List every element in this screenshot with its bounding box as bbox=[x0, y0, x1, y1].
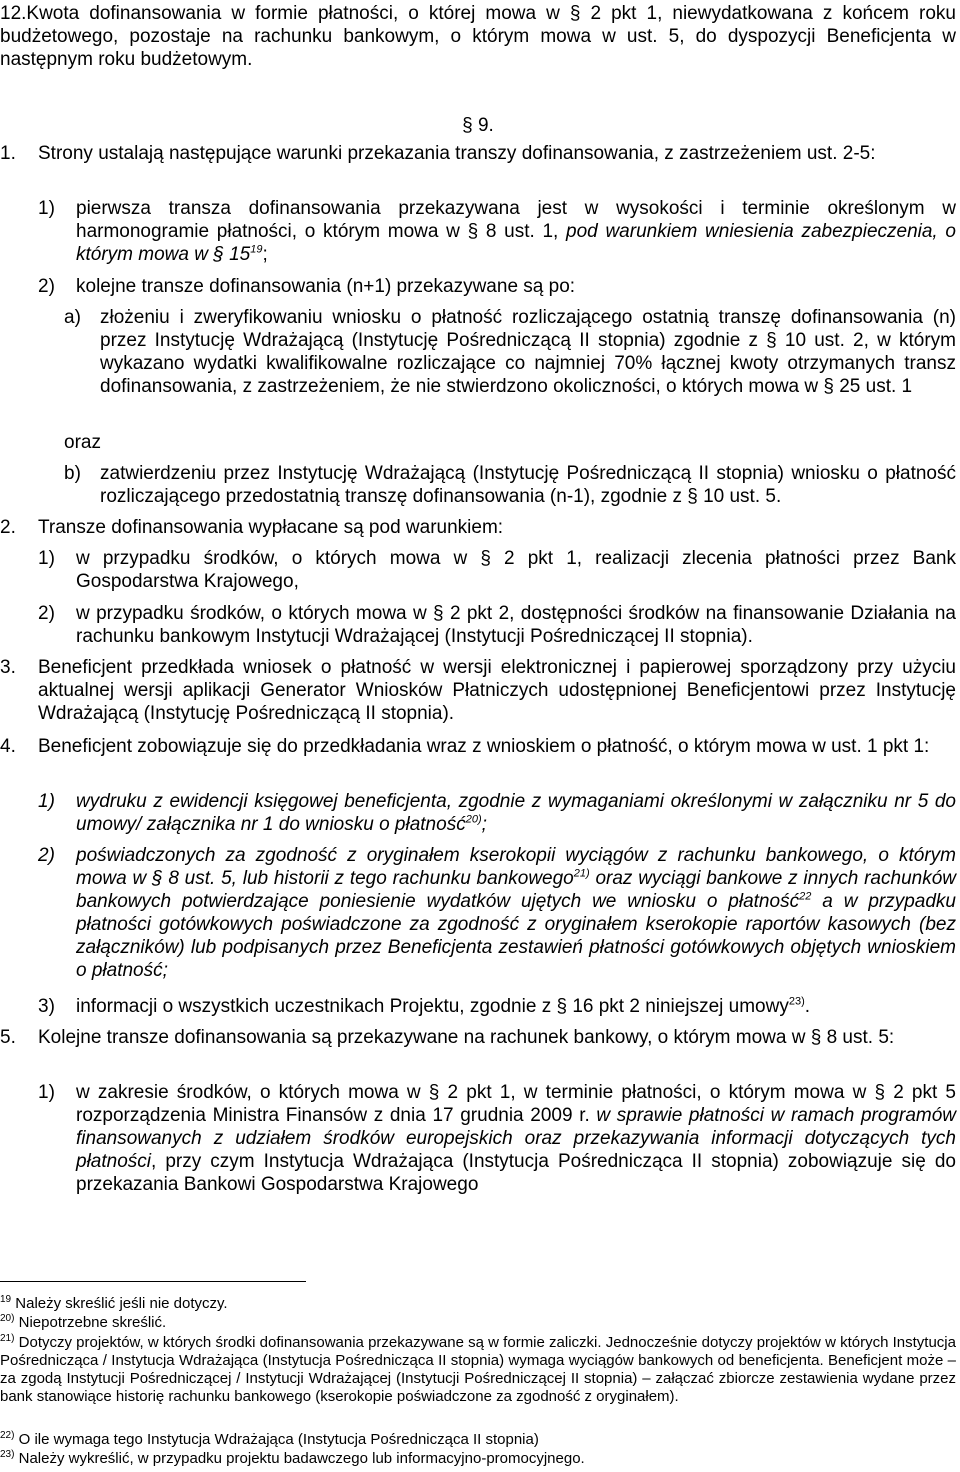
subpoint-end: ; bbox=[481, 814, 487, 835]
footnote-ref-19[interactable]: 19 bbox=[250, 243, 263, 256]
point-1-sub-2-b bbox=[64, 462, 956, 508]
subpoint-text-a: poświadczonych za zgodność z oryginałem kserokopii wyciągów z rachunku bankowego, o którym mowa w § 8 ust. 5, lub historii z tego rachunku bankowego bbox=[76, 845, 956, 889]
point-text: Strony ustalają następujące warunki przekazania transzy dofinansowania, z zastrzeżeniem ust. 2-5: bbox=[38, 143, 876, 164]
letter-text: złożeniu i zweryfikowaniu wniosku o płatność rozliczającego ostatnią transzę dofinansowania (n) przez Instytucję Wdrażającą (Instytucję Pośredniczącą II stopnia) zgodnie z § 10 ust. 2, w którym wykazano wydatki kwalifikowalne rozliczające co najmniej 70% łącznej kwoty otrzymanych transz dofinansowania, z zastrzeżeniem, że nie stwierdzono okoliczności, o których mowa w § 25 ust. 1 bbox=[100, 307, 956, 397]
footnote-text: Niepotrzebne skreślić. bbox=[14, 1314, 167, 1331]
footnote-ref-21[interactable]: 21) bbox=[573, 867, 590, 880]
point-4-sub-3 bbox=[38, 995, 956, 1018]
footnote-ref-23[interactable]: 23) bbox=[788, 995, 805, 1008]
point-4 bbox=[0, 735, 956, 758]
subpoint-number: 1) bbox=[38, 548, 55, 569]
paragraph-12-text: 12.Kwota dofinansowania w formie płatności, o której mowa w § 2 pkt 1, niewydatkowana z końcem roku budżetowego, pozostaje na rachunku bankowym, o którym mowa w ust. 5, do dyspozycji Beneficjenta w następnym roku budżetowym. bbox=[0, 3, 956, 70]
point-text: Beneficjent zobowiązuje się do przedkładania wraz z wnioskiem o płatność, o którym mowa w ust. 1 pkt 1: bbox=[38, 736, 930, 757]
footnote-text: Należy skreślić jeśli nie dotyczy. bbox=[11, 1295, 228, 1312]
footnote-ref-20[interactable]: 20) bbox=[465, 813, 482, 826]
point-number: 2. bbox=[0, 517, 16, 538]
point-1-sub-2 bbox=[38, 275, 956, 298]
section-number: § 9. bbox=[462, 115, 494, 136]
footnote-text: O ile wymaga tego Instytucja Wdrażająca (Instytucja Pośrednicząca II stopnia) bbox=[14, 1431, 539, 1448]
letter-text: zatwierdzeniu przez Instytucję Wdrażającą (Instytucję Pośredniczącą II stopnia) wniosku o płatność rozliczającego przedostatnią transzę dofinansowania (n-1), zgodnie z § 10 ust. 5. bbox=[100, 463, 956, 507]
subpoint-italic-text: pod warunkiem wniesienia zabezpieczenia, o którym mowa w § 15 bbox=[76, 221, 956, 265]
point-4-sub-1 bbox=[38, 790, 956, 836]
subpoint-number: 3) bbox=[38, 996, 55, 1017]
subpoint-number: 1) bbox=[38, 198, 55, 219]
point-4-sub-2 bbox=[38, 844, 956, 982]
footnote-text: Należy wykreślić, w przypadku projektu badawczego lub informacyjno-promocyjnego. bbox=[14, 1450, 585, 1467]
subpoint-text-b: oraz wyciągi bankowe z innych rachunków bankowych potwierdzające poniesienie wydatków ujętych we wniosku o płatność bbox=[76, 868, 956, 912]
letter-number: a) bbox=[64, 307, 81, 328]
subpoint-text: w przypadku środków, o których mowa w § 2 pkt 1, realizacji zlecenia płatności przez Bank Gospodarstwa Krajowego, bbox=[76, 548, 956, 592]
point-2-sub-1 bbox=[38, 547, 956, 593]
footnote-mark: 19 bbox=[0, 1294, 12, 1305]
footnote-21 bbox=[0, 1334, 956, 1406]
subpoint-text-b: , przy czym Instytucja Wdrażająca (Instytucja Pośrednicząca II stopnia) zobowiązuje się do przekazania Bankowi Gospodarstwa Krajowego bbox=[76, 1151, 956, 1195]
footnote-mark: 23) bbox=[0, 1449, 15, 1460]
point-number: 5. bbox=[0, 1027, 16, 1048]
footnote-mark: 20) bbox=[0, 1313, 15, 1324]
point-5 bbox=[0, 1026, 956, 1049]
subpoint-text: wydruku z ewidencji księgowej beneficjenta, zgodnie z wymaganiami określonymi w załączniku nr 5 do umowy/ załącznika nr 1 do wniosku o płatność bbox=[76, 791, 956, 835]
point-5-sub-1 bbox=[38, 1081, 956, 1196]
point-2-sub-2 bbox=[38, 602, 956, 648]
subpoint-text-c: a w przypadku płatności gotówkowych poświadczone za zgodność z oryginałem kserokopie raportów kasowych (bez załączników) lub podpisanych przez Beneficjenta zestawień płatności gotówkowych objętych wnioskiem o płatność; bbox=[76, 891, 956, 981]
subpoint-text: w przypadku środków, o których mowa w § 2 pkt 2, dostępności środków na finansowanie Działania na rachunku bankowym Instytucji Wdrażającej (Instytucji Pośredniczącej II stopnia). bbox=[76, 603, 956, 647]
subpoint-text: informacji o wszystkich uczestnikach Projektu, zgodnie z § 16 pkt 2 niniejszej umowy bbox=[76, 996, 789, 1017]
footnote-mark: 21) bbox=[0, 1333, 15, 1344]
point-3 bbox=[0, 656, 956, 725]
footnote-ref-22[interactable]: 22 bbox=[799, 890, 812, 903]
subpoint-text: pierwsza transza dofinansowania przekazywana jest w wysokości i terminie określonym w harmonogramie płatności, o którym mowa w § 8 ust. 1, bbox=[76, 198, 956, 242]
point-2 bbox=[0, 516, 956, 539]
footnote-23 bbox=[0, 1450, 956, 1468]
letter-number: b) bbox=[64, 463, 81, 484]
subpoint-number: 1) bbox=[38, 791, 55, 812]
footnote-19 bbox=[0, 1295, 956, 1313]
subpoint-italic-text: w sprawie płatności w ramach programów finansowanych z udziałem środków europejskich oraz przekazywania informacji dotyczących tych płatności bbox=[76, 1105, 957, 1172]
footnote-20 bbox=[0, 1314, 956, 1332]
footnote-text: Dotyczy projektów, w których środki dofinansowania przekazywane są w formie zaliczki. Jednocześnie dotyczy projektów w których Instytucja Pośrednicząca / Instytucja Wdrażająca (Instytucja Pośrednicząca II stopnia) wymaga wyciągów bankowych od beneficjenta. Beneficjent może – za zgodą Instytucji Pośredniczącej / Instytucji Wdrażającej (Instytucji Pośredniczącej II stopnia) – załączać zbiorcze zestawienia wydane przez bank stanowiące historię rachunku bankowego (kserokopie poświadczone za zgodność z oryginałem). bbox=[0, 1334, 956, 1405]
oraz-text: oraz bbox=[64, 432, 101, 453]
point-number: 3. bbox=[0, 657, 16, 678]
point-number: 4. bbox=[0, 736, 16, 757]
footnote-separator bbox=[0, 1281, 306, 1282]
subpoint-text-a: w zakresie środków, o których mowa w § 2 pkt 1, w terminie płatności, o którym mowa w § 2 pkt 5 rozporządzenia Ministra Finansów z dnia 17 grudnia 2009 r. bbox=[76, 1082, 956, 1126]
subpoint-number: 2) bbox=[38, 276, 55, 297]
subpoint-text: kolejne transze dofinansowania (n+1) przekazywane są po: bbox=[76, 276, 576, 297]
section-heading bbox=[0, 114, 956, 137]
subpoint-end: . bbox=[804, 996, 811, 1017]
conjunction-oraz bbox=[64, 431, 956, 454]
footnote-mark: 22) bbox=[0, 1430, 15, 1441]
point-text: Kolejne transze dofinansowania są przekazywane na rachunek bankowy, o którym mowa w § 8 ust. 5: bbox=[38, 1027, 895, 1048]
paragraph-12 bbox=[0, 2, 956, 71]
subpoint-end: ; bbox=[262, 244, 268, 265]
subpoint-number: 2) bbox=[38, 845, 55, 866]
point-1 bbox=[0, 142, 956, 165]
point-text: Beneficjent przedkłada wniosek o płatność w wersji elektronicznej i papierowej sporządzony przy użyciu aktualnej wersji aplikacji Generator Wniosków Płatniczych udostępnionej Beneficjentowi przez Instytucję Wdrażającą (Instytucję Pośredniczącą II stopnia). bbox=[38, 657, 956, 724]
subpoint-number: 2) bbox=[38, 603, 55, 624]
point-1-sub-1 bbox=[38, 197, 956, 266]
point-number: 1. bbox=[0, 143, 16, 164]
point-1-sub-2-a bbox=[64, 306, 956, 398]
subpoint-number: 1) bbox=[38, 1082, 55, 1103]
point-text: Transze dofinansowania wypłacane są pod warunkiem: bbox=[38, 517, 504, 538]
footnote-22 bbox=[0, 1431, 956, 1449]
